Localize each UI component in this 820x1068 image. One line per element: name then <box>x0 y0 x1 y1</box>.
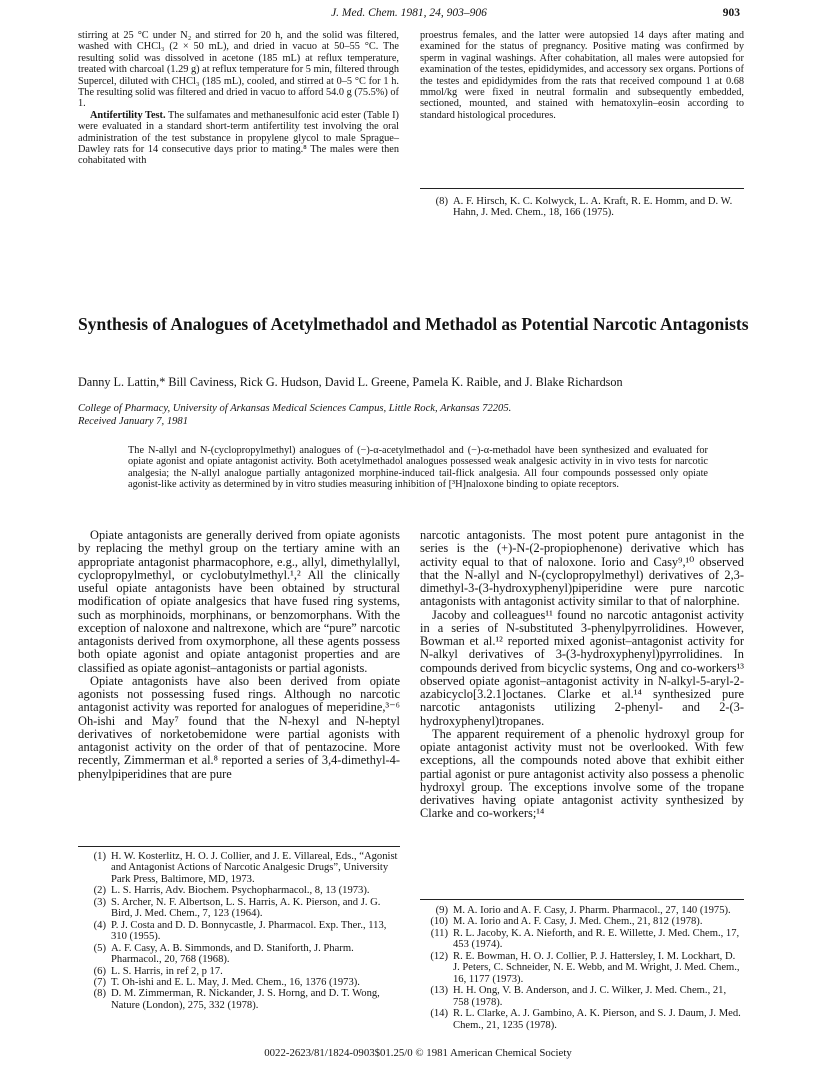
reference-text: M. A. Iorio and A. F. Casy, J. Med. Chem., 21, 812 (1978). <box>453 916 703 928</box>
reference-text: A. F. Hirsch, K. C. Kolwyck, L. A. Kraft, R. E. Homm, and D. W. Hahn, J. Med. Chem., 18, 166 (1975). <box>453 196 733 219</box>
copyright-footer: 0022-2623/81/1824-0903$01.25/0 © 1981 American Chemical Society <box>264 1047 572 1059</box>
reference-number: (8) <box>93 988 106 1000</box>
body-paragraph: Jacoby and colleagues¹¹ found no narcotic antagonist activity in a series of N-substituted 3-phenylpyrrolidines. However, Bowman et al.¹² reported mixed agonist–antagonist activity for N-alkyl derivatives of 3-(3-hydroxyphenyl)pyrrolidines. In compounds derived from bicyclic systems, Ong and co-workers¹³ observed opiate agonist–antagonist activity in N-alkyl-5-aryl-2-azabicyclo[3.2.1]octanes. Clarke et al.¹⁴ synthesized pure narcotic antagonists utilizing 2-phenyl- and 2-(3-hydroxyphenyl)tropanes. <box>420 607 745 728</box>
references-left <box>78 851 400 1011</box>
references-divider <box>420 899 744 900</box>
reference-text: D. M. Zimmerman, R. Nickander, J. S. Horng, and D. T. Wong, Nature (London), 275, 332 (1978). <box>111 988 380 1011</box>
body-paragraph: narcotic antagonists. The most potent pure antagonist in the series is the (+)-N-(2-propiophenone) derivative which has activity equal to that of naloxone. Iorio and Casy⁹,¹⁰ observed that the N-allyl and N-(cyclopropylmethyl) derivatives of 2,3-dimethyl-3-(3-hydroxyphenyl)piperidine were pure narcotic antagonists with antagonist activity similar to that of nalorphine. <box>420 528 744 609</box>
prev-article-references <box>420 196 744 219</box>
body-paragraph: Opiate antagonists are generally derived from opiate agonists by replacing the methyl group on the tertiary amine with an appropriate antagonist pharmacophore, e.g., allyl, dimethylallyl, cyclopropylmethyl, or cyclobutylmethyl.¹,² All the clinically useful opiate antagonists have been obtained by structural modification of opiate analgesics that have fused ring systems, such as morphinoids, morphinans, or benzomorphans. With the exception of naloxone and naltrexone, which are “pure” narcotic antagonists derived from oxymorphone, all these agents possess both opiate agonist and opiate antagonist properties and are classified as opiate agonist–antagonists or partial agonists. <box>78 528 400 675</box>
reference-number: (7) <box>93 976 106 988</box>
antifertility-heading: Antifertility Test. <box>90 109 166 121</box>
reference-item <box>78 943 400 966</box>
antifertility-paragraph <box>78 110 399 167</box>
reference-number: (5) <box>93 942 106 954</box>
reference-number: (6) <box>93 965 106 977</box>
reference-text: P. J. Costa and D. D. Bonnycastle, J. Pharmacol. Exp. Ther., 113, 310 (1955). <box>111 919 387 943</box>
affiliation-block <box>78 403 748 428</box>
reference-text: T. Oh-ishi and E. L. May, J. Med. Chem., 16, 1376 (1973). <box>111 976 360 988</box>
reference-item <box>78 988 400 1011</box>
journal-citation: J. Med. Chem. 1981, 24, 903–906 <box>331 7 487 19</box>
references-right <box>420 905 744 1031</box>
reference-number: (11) <box>430 927 448 939</box>
reference-item <box>420 196 744 219</box>
antifertility-text: The sulfamates and methanesulfonic acid ester (Table I) were evaluated in a standard short-term antifertility test involving the oral administration of the test substance in propylene glycol to male Sprague–Dawley rats for 14 consecutive days prior to mating.⁸ The males were then cohabitated with <box>78 109 399 167</box>
reference-item <box>78 851 400 885</box>
reference-text: S. Archer, N. F. Albertson, L. S. Harris, A. K. Pierson, and J. G. Bird, J. Med. Chem., 7, 123 (1964). <box>111 896 381 920</box>
page-number: 903 <box>722 7 740 19</box>
reference-number: (3) <box>93 896 106 908</box>
received-date: Received January 7, 1981 <box>78 415 189 427</box>
article-authors: Danny L. Lattin,* Bill Caviness, Rick G. Hudson, David L. Greene, Pamela K. Raible, and J. Blake Richardson <box>78 375 623 389</box>
reference-item <box>78 885 400 896</box>
reference-item <box>78 966 400 977</box>
article-title: Synthesis of Analogues of Acetylmethadol and Methadol as Potential Narcotic Antagonists <box>78 314 749 334</box>
reference-number: (2) <box>93 885 106 897</box>
reference-text: A. F. Casy, A. B. Simmonds, and D. Staniforth, J. Pharm. Pharmacol., 20, 768 (1968). <box>111 942 354 966</box>
reference-item <box>420 928 744 951</box>
reference-text: H. H. Ong, V. B. Anderson, and J. C. Wilker, J. Med. Chem., 21, 758 (1978). <box>453 985 727 1008</box>
reference-number: (8) <box>435 196 448 207</box>
reference-item <box>78 977 400 988</box>
reference-text: M. A. Iorio and A. F. Casy, J. Pharm. Pharmacol., 27, 140 (1975). <box>453 905 731 916</box>
abstract: The N-allyl and N-(cyclopropylmethyl) analogues of (−)-α-acetylmethadol and (−)-α-methadol have been synthesized and evaluated for opiate agonist and opiate antagonist activity. Both acetylmethadol analogues possessed weak analgesic activity in in vivo tests for narcotic analgesia; the N-allyl analogue partially antagonized morphine-induced tail-flick analgesia. All four compounds possessed only opiate agonist-like activity as determined by in vitro studies measuring inhibition of [³H]naloxone binding to opiate receptors. <box>128 445 708 491</box>
reference-number: (12) <box>430 950 448 962</box>
reference-item <box>420 985 744 1008</box>
reference-text: R. E. Bowman, H. O. J. Collier, P. J. Hattersley, I. M. Lockhart, D. J. Peters, C. Schneider, N. E. Webb, and M. Wright, J. Med. Chem., 16, 1177 (1973). <box>453 950 740 985</box>
reference-item <box>420 905 744 916</box>
reference-number: (13) <box>430 985 448 997</box>
article-body-right <box>420 529 744 821</box>
reference-item <box>420 951 744 985</box>
article-body-left <box>78 529 400 781</box>
prev-article-right-column <box>420 30 744 121</box>
body-paragraph: The apparent requirement of a phenolic hydroxyl group for opiate antagonist activity must not be overlooked. With few exceptions, all the compounds noted above that exhibit either partial agonist or pure antagonist activity also possess a phenolic hydroxyl group. The exceptions involve some of the tropane derivatives having opiate antagonist activity synthesized by Clarke and co-workers;¹⁴ <box>420 726 744 821</box>
reference-item <box>420 1008 744 1031</box>
reference-number: (9) <box>435 905 448 916</box>
prev-article-paragraph: proestrus females, and the latter were autopsied 14 days after mating and examined for the status of pregnancy. Positive mating was confirmed by sperm in vaginal washings. After cohabitation, all males were autopsied for examination of the testes, epididymides, and accessory sex organs. Portions of the testes and epididymides from the rats that received compound 1 at 0.68 mmol/kg were fixed in neutral formalin and subsequently embedded, sectioned, mounted, and stained with hematoxylin–eosin according to standard histological procedures. <box>420 30 744 121</box>
affiliation: College of Pharmacy, University of Arkansas Medical Sciences Campus, Little Rock, Arkansas 72205. <box>78 403 512 414</box>
prev-article-left-column <box>78 30 399 167</box>
reference-text: R. L. Jacoby, K. A. Nieforth, and R. E. Willette, J. Med. Chem., 17, 453 (1974). <box>453 927 740 951</box>
reference-text: L. S. Harris, Adv. Biochem. Psychopharmacol., 8, 13 (1973). <box>111 885 370 897</box>
reference-text: H. W. Kosterlitz, H. O. J. Collier, and J. E. Villareal, Eds., “Agonist and Antagonist Actions of Narcotic Analgesic Drugs”, University Park Press, Baltimore, MD, 1973. <box>111 851 398 885</box>
prev-article-paragraph: stirring at 25 °C under N₂ and stirred for 20 h, and the solid was filtered, washed with CHCl₃ (2 × 50 mL), and dried in vacuo at 50–55 °C. The resulting solid was dissolved in acetone (185 mL) at reflux temperature, treated with charcoal (1.29 g) at reflux temperature for 5 min, filtered through Supercel, diluted with CHCl₃ (185 mL), cooled, and stirred at 0–5 °C for 1 h. The resulting solid was filtered and dried in vacuo to afford 54.0 g (75.5%) of 1. <box>78 30 399 110</box>
reference-number: (4) <box>93 919 106 931</box>
references-divider <box>78 846 400 847</box>
reference-number: (10) <box>430 916 448 928</box>
reference-number: (14) <box>430 1008 448 1020</box>
reference-text: R. L. Clarke, A. J. Gambino, A. K. Pierson, and S. J. Daum, J. Med. Chem., 21, 1235 (1978). <box>453 1008 741 1031</box>
reference-item <box>78 920 400 943</box>
reference-item <box>78 897 400 920</box>
body-paragraph: Opiate antagonists have also been derived from opiate agonists not possessing fused rings. Although no narcotic antagonist activity was reported for analogues of meperidine,³⁻⁶ Oh-ishi and May⁷ found that the N-hexyl and N-heptyl derivatives of norketobemidone were partial agonists with antagonist activity on the order of that of pentazocine. More recently, Zimmerman et al.⁸ reported a series of 3,4-dimethyl-4-phenylpiperidines that are pure <box>78 673 400 781</box>
running-header <box>78 7 740 23</box>
reference-number: (1) <box>93 851 106 862</box>
reference-item <box>420 916 744 927</box>
references-divider <box>420 188 744 189</box>
reference-text: L. S. Harris, in ref 2, p 17. <box>111 965 223 977</box>
